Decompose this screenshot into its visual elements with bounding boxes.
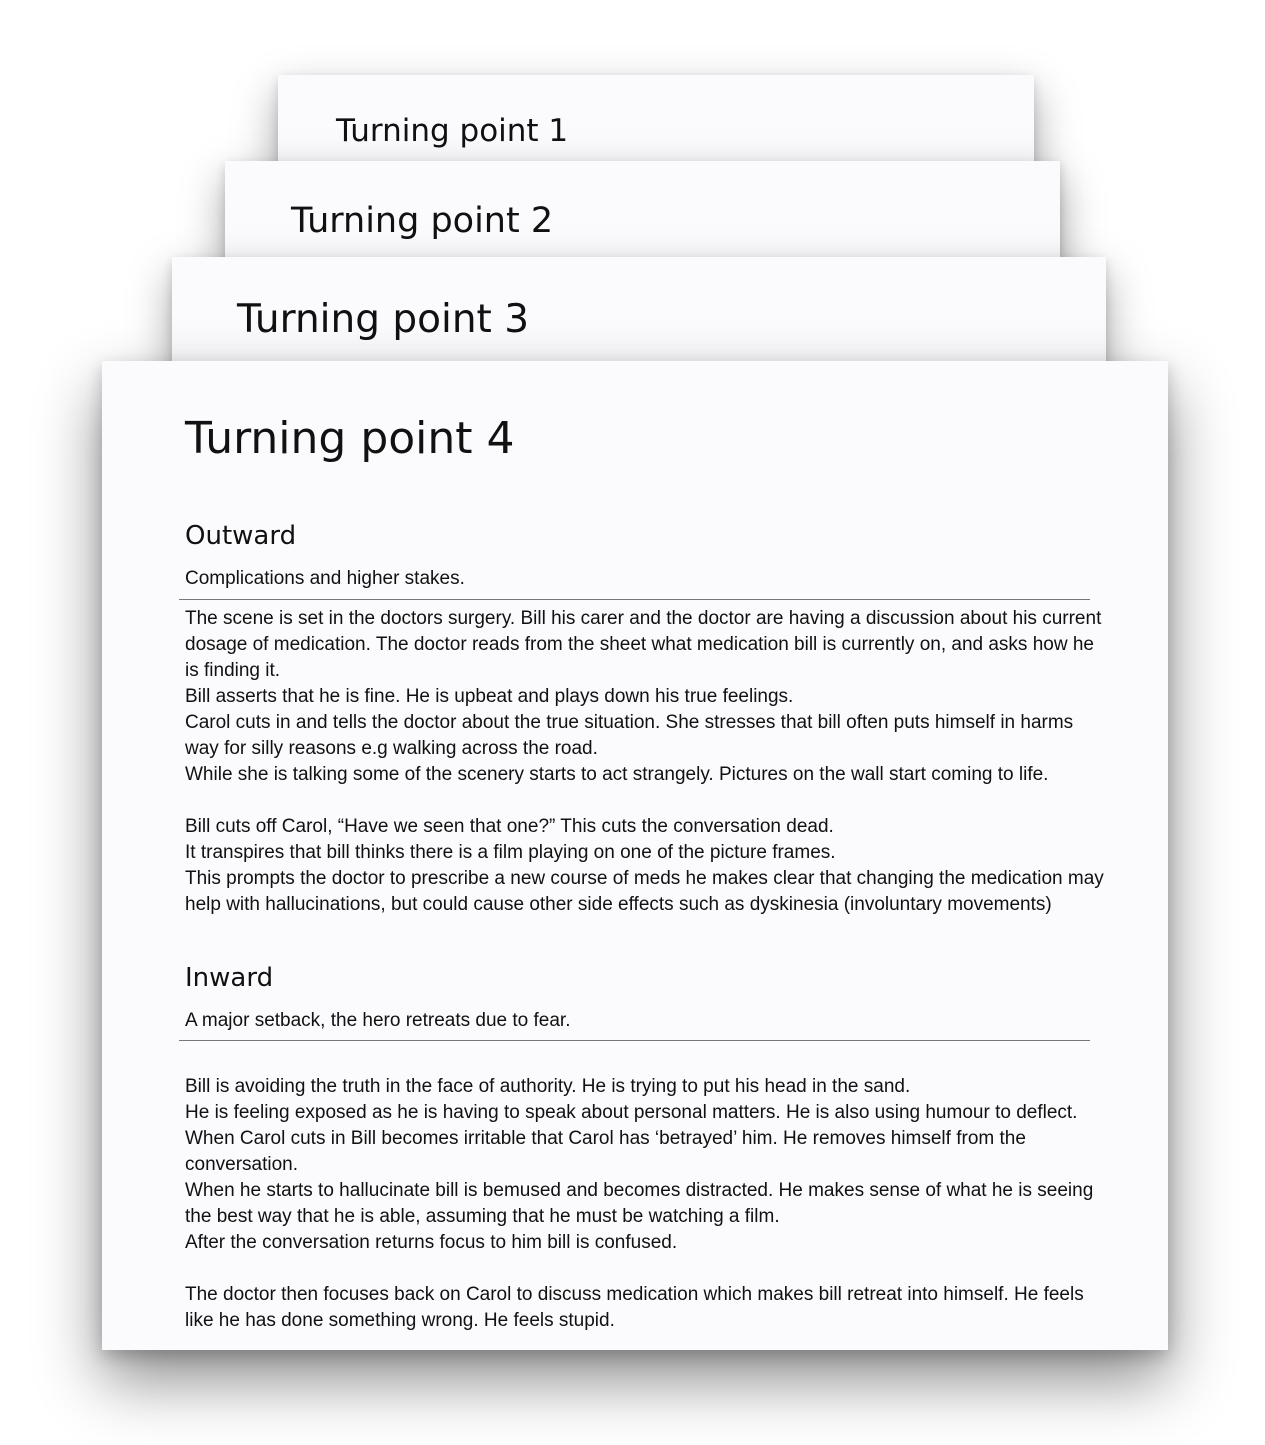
card-title: Turning point 1: [336, 113, 569, 149]
outward-paragraph: It transpires that bill thinks there is a film playing on one of the picture frames.: [185, 842, 836, 863]
outward-subtitle: Complications and higher stakes.: [185, 568, 465, 589]
inward-divider: [179, 1040, 1090, 1041]
card-title: Turning point 4: [185, 413, 515, 464]
inward-paragraph: After the conversation returns focus to him bill is confused.: [185, 1232, 678, 1253]
outward-paragraph: This prompts the doctor to prescribe a new course of meds he makes clear that changing the medication may help with hallucinations, but could cause other side effects such as dyskinesia (involuntary movements): [185, 868, 1104, 915]
inward-paragraph: He is feeling exposed as he is having to speak about personal matters. He is also using humour to deflect.: [185, 1102, 1078, 1123]
inward-body: [185, 1074, 1105, 1334]
turning-point-4-card[interactable]: [102, 361, 1168, 1350]
inward-paragraph: Bill is avoiding the truth in the face of authority. He is trying to put his head in the sand.: [185, 1076, 911, 1097]
inward-paragraph: The doctor then focuses back on Carol to discuss medication which makes bill retreat into himself. He feels like he has done something wrong. He feels stupid.: [185, 1284, 1084, 1331]
outward-divider: [179, 599, 1090, 600]
outward-heading: Outward: [185, 521, 297, 551]
outward-paragraph: Bill asserts that he is fine. He is upbeat and plays down his true feelings.: [185, 686, 794, 707]
outward-paragraph: While she is talking some of the scenery starts to act strangely. Pictures on the wall start coming to life.: [185, 764, 1049, 785]
outward-paragraph: Carol cuts in and tells the doctor about the true situation. She stresses that bill often puts himself in harms way for silly reasons e.g walking across the road.: [185, 712, 1074, 759]
outward-paragraph: The scene is set in the doctors surgery. Bill his carer and the doctor are having a discussion about his current dosage of medication. The doctor reads from the sheet what medication bill is currently on, and asks how he is finding it.: [185, 608, 1102, 681]
outward-body: [185, 606, 1105, 918]
outward-paragraph: Bill cuts off Carol, “Have we seen that one?” This cuts the conversation dead.: [185, 816, 834, 837]
inward-paragraph: When he starts to hallucinate bill is bemused and becomes distracted. He makes sense of what he is seeing the best way that he is able, assuming that he must be watching a film.: [185, 1180, 1094, 1227]
inward-heading: Inward: [185, 963, 274, 993]
card-title: Turning point 3: [237, 297, 530, 342]
inward-subtitle: A major setback, the hero retreats due to fear.: [185, 1010, 571, 1031]
inward-paragraph: When Carol cuts in Bill becomes irritable that Carol has ‘betrayed’ him. He removes himself from the conversation.: [185, 1128, 1026, 1175]
card-title: Turning point 2: [291, 201, 554, 241]
